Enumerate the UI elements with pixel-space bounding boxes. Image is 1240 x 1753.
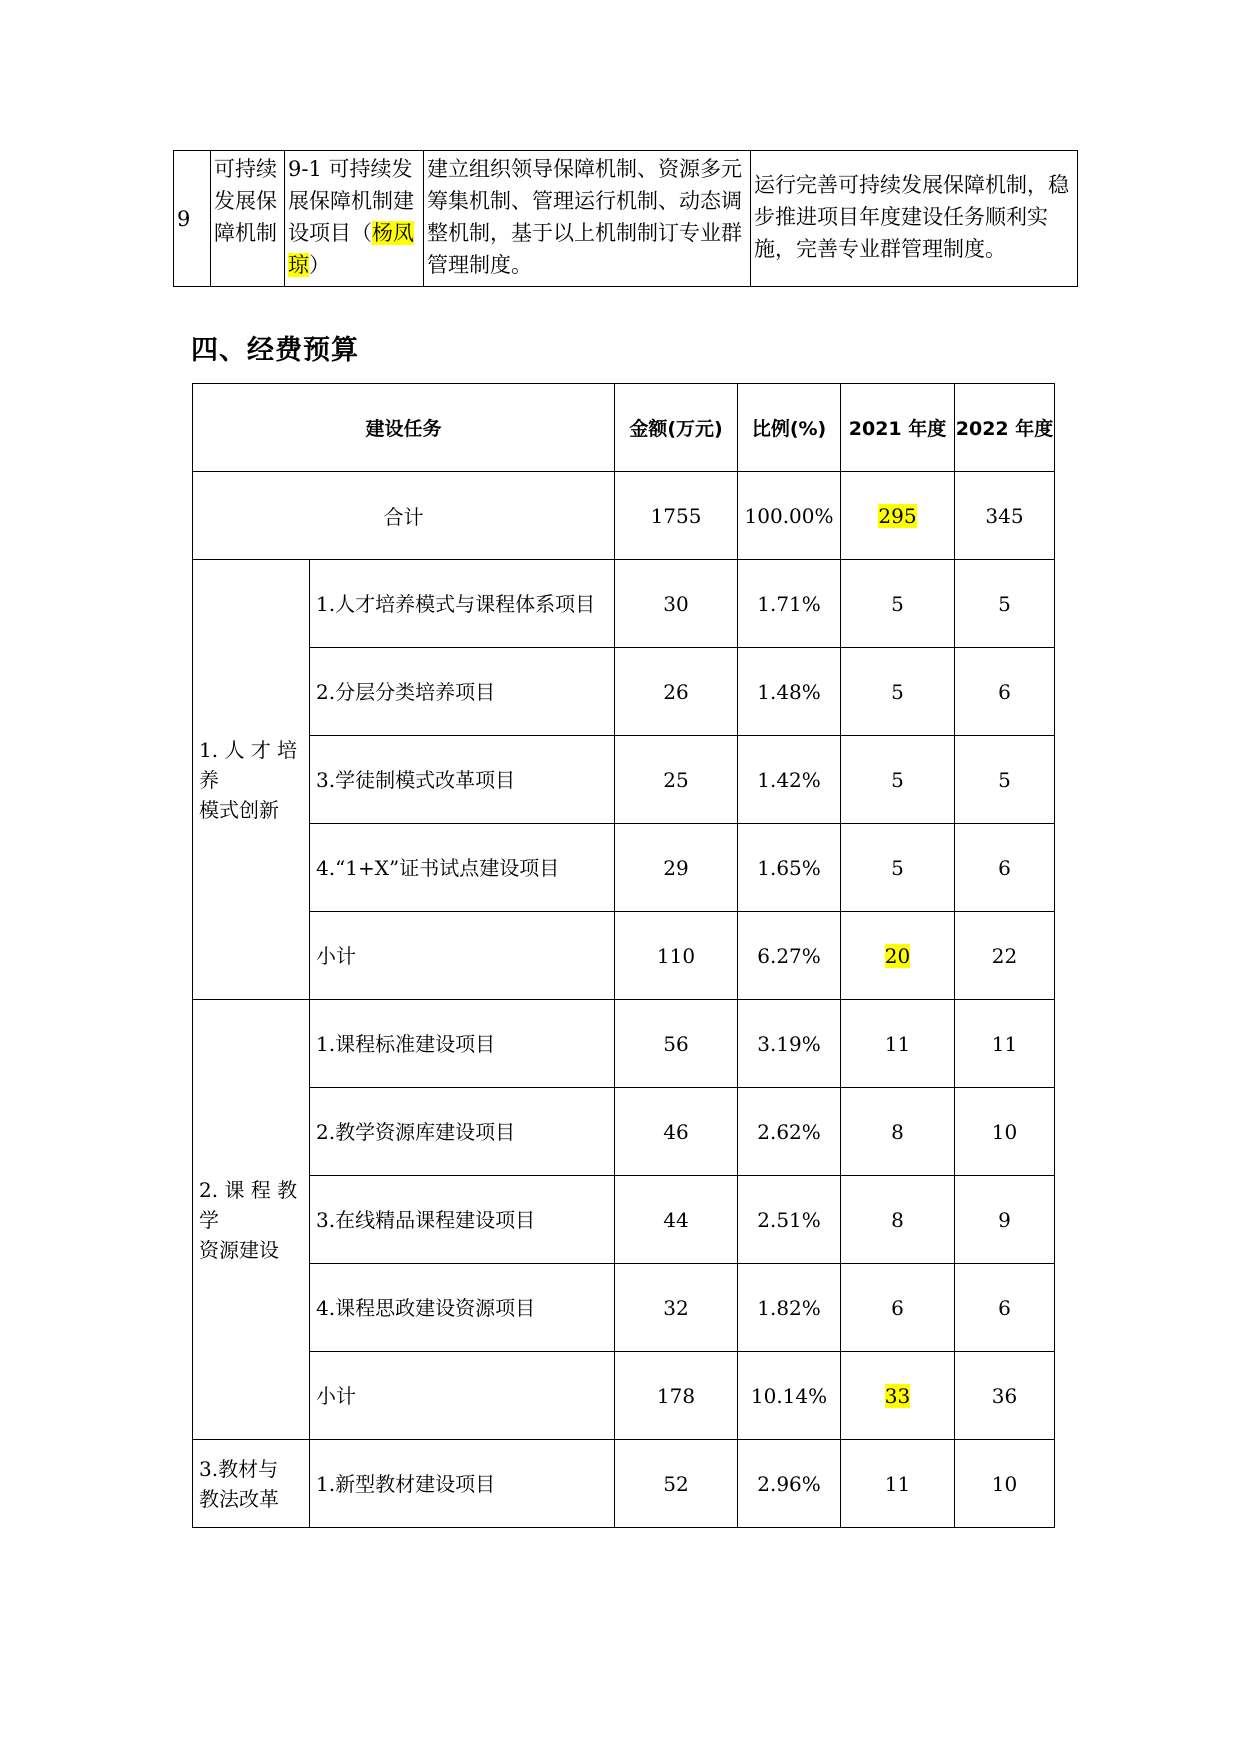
project-prefix: 9-1 可持续发展保障机制建设项目（ xyxy=(288,157,414,245)
item-amount: 178 xyxy=(615,1352,738,1440)
item-name: 1.课程标准建设项目 xyxy=(310,1000,615,1088)
item-ratio: 2.96% xyxy=(738,1440,841,1528)
table-row xyxy=(174,151,1078,287)
item-amount: 46 xyxy=(615,1088,738,1176)
item-name: 4.“1+X”证书试点建设项目 xyxy=(310,824,615,912)
total-2022: 345 xyxy=(955,472,1055,560)
item-ratio: 1.42% xyxy=(738,736,841,824)
item-ratio: 1.48% xyxy=(738,648,841,736)
header-2021: 2021 年度 xyxy=(841,384,955,472)
item-2022: 10 xyxy=(955,1088,1055,1176)
item-2021-cell xyxy=(841,912,955,1000)
item-ratio: 1.71% xyxy=(738,560,841,648)
group-label: 1. 人 才 培养 模式创新 xyxy=(193,560,310,1000)
item-name: 3.在线精品课程建设项目 xyxy=(310,1176,615,1264)
item-amount: 30 xyxy=(615,560,738,648)
item-name: 3.学徒制模式改革项目 xyxy=(310,736,615,824)
item-2021-cell xyxy=(841,1352,955,1440)
project-cell xyxy=(285,151,424,287)
content-cell: 建立组织领导保障机制、资源多元筹集机制、管理运行机制、动态调整机制，基于以上机制制订专业群管理制度。 xyxy=(424,151,751,287)
item-2022: 11 xyxy=(955,1000,1055,1088)
item-2021: 6 xyxy=(841,1264,955,1352)
table-row xyxy=(193,1000,1055,1088)
item-amount: 44 xyxy=(615,1176,738,1264)
item-2021: 33 xyxy=(884,1383,911,1408)
item-2021: 8 xyxy=(841,1088,955,1176)
project-suffix: ） xyxy=(309,253,330,277)
item-2021: 5 xyxy=(841,560,955,648)
item-name: 4.课程思政建设资源项目 xyxy=(310,1264,615,1352)
total-row xyxy=(193,472,1055,560)
table-row xyxy=(193,1440,1055,1528)
total-ratio: 100.00% xyxy=(738,472,841,560)
table-row xyxy=(193,648,1055,736)
item-2022: 5 xyxy=(955,736,1055,824)
table-row xyxy=(193,1352,1055,1440)
item-amount: 110 xyxy=(615,912,738,1000)
item-amount: 32 xyxy=(615,1264,738,1352)
group-label: 2. 课 程 教学 资源建设 xyxy=(193,1000,310,1440)
item-ratio: 10.14% xyxy=(738,1352,841,1440)
item-ratio: 6.27% xyxy=(738,912,841,1000)
project-table xyxy=(173,150,1078,287)
item-2022: 6 xyxy=(955,648,1055,736)
header-row xyxy=(193,384,1055,472)
item-2022: 10 xyxy=(955,1440,1055,1528)
item-2021: 5 xyxy=(841,736,955,824)
header-2022: 2022 年度 xyxy=(955,384,1055,472)
table-row xyxy=(193,736,1055,824)
item-2021: 5 xyxy=(841,648,955,736)
item-2022: 9 xyxy=(955,1176,1055,1264)
header-amount: 金额(万元) xyxy=(615,384,738,472)
item-2021: 11 xyxy=(841,1440,955,1528)
section-title: 四、经费预算 xyxy=(191,335,359,366)
item-amount: 26 xyxy=(615,648,738,736)
total-2021-cell xyxy=(841,472,955,560)
item-2022: 5 xyxy=(955,560,1055,648)
item-ratio: 1.65% xyxy=(738,824,841,912)
item-name: 2.教学资源库建设项目 xyxy=(310,1088,615,1176)
item-2022: 36 xyxy=(955,1352,1055,1440)
category-cell: 可持续发展保障机制 xyxy=(211,151,285,287)
table-row xyxy=(193,912,1055,1000)
item-name: 2.分层分类培养项目 xyxy=(310,648,615,736)
item-amount: 25 xyxy=(615,736,738,824)
total-label: 合计 xyxy=(193,472,615,560)
item-2022: 22 xyxy=(955,912,1055,1000)
header-ratio: 比例(%) xyxy=(738,384,841,472)
item-2022: 6 xyxy=(955,824,1055,912)
item-name: 小计 xyxy=(310,1352,615,1440)
total-amount: 1755 xyxy=(615,472,738,560)
item-2021: 8 xyxy=(841,1176,955,1264)
item-name: 1.新型教材建设项目 xyxy=(310,1440,615,1528)
table-row xyxy=(193,824,1055,912)
item-ratio: 3.19% xyxy=(738,1000,841,1088)
item-name: 小计 xyxy=(310,912,615,1000)
person-name: 杨凤琼 xyxy=(288,221,414,277)
item-ratio: 1.82% xyxy=(738,1264,841,1352)
table-row xyxy=(193,1176,1055,1264)
item-2022: 6 xyxy=(955,1264,1055,1352)
item-2021: 5 xyxy=(841,824,955,912)
budget-table xyxy=(192,383,1055,1528)
table-row xyxy=(193,1264,1055,1352)
item-amount: 56 xyxy=(615,1000,738,1088)
table-row xyxy=(193,1088,1055,1176)
goal-cell: 运行完善可持续发展保障机制，稳步推进项目年度建设任务顺利实施，完善专业群管理制度。 xyxy=(751,151,1078,287)
total-2021: 295 xyxy=(878,503,917,528)
item-ratio: 2.62% xyxy=(738,1088,841,1176)
group-label: 3.教材与 教法改革 xyxy=(193,1440,310,1528)
table-row xyxy=(193,560,1055,648)
item-2021: 11 xyxy=(841,1000,955,1088)
item-ratio: 2.51% xyxy=(738,1176,841,1264)
item-amount: 29 xyxy=(615,824,738,912)
row-number: 9 xyxy=(174,151,211,287)
item-name: 1.人才培养模式与课程体系项目 xyxy=(310,560,615,648)
header-task: 建设任务 xyxy=(193,384,615,472)
item-amount: 52 xyxy=(615,1440,738,1528)
item-2021: 20 xyxy=(884,943,911,968)
